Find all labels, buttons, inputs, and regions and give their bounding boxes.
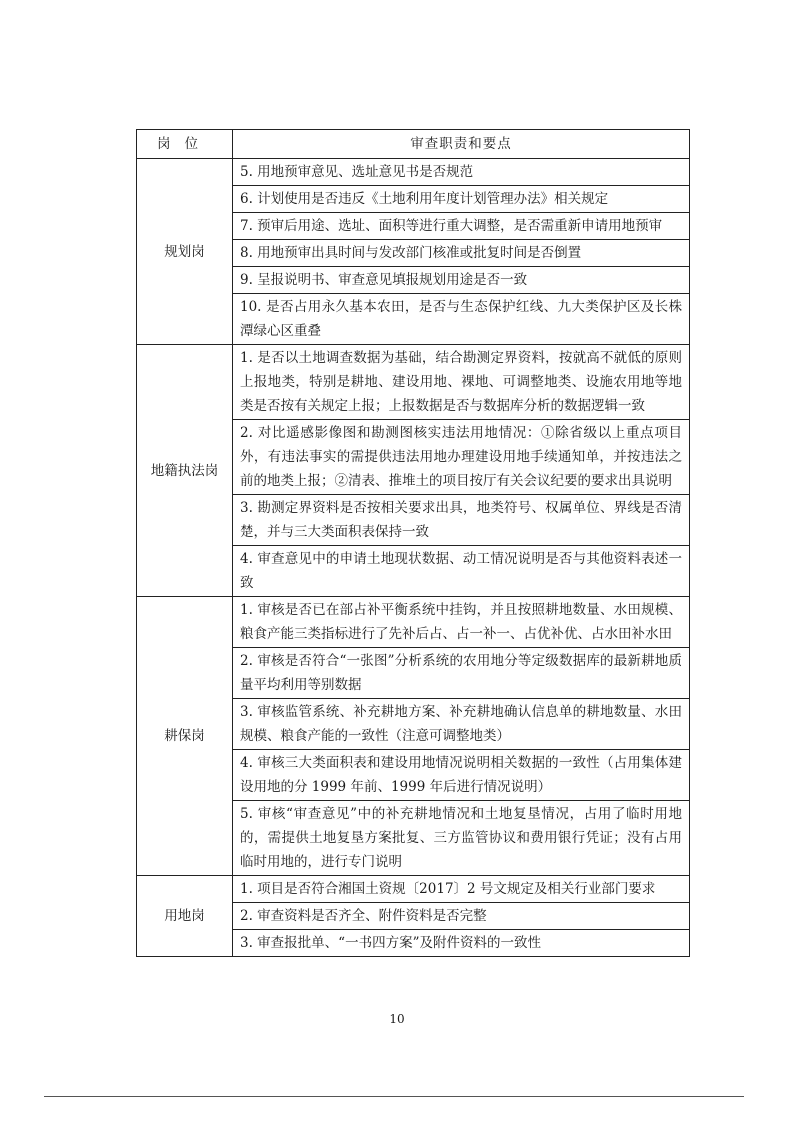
duty-item: 3. 勘测定界资料是否按相关要求出具，地类符号、权属单位、界线是否清楚，并与三大类面积表保持一致 [233,495,690,546]
page-number: 10 [389,1012,405,1026]
table-row [137,159,690,186]
position-cell: 用地岗 [137,876,233,957]
table-row [137,597,690,648]
duty-item: 2. 对比遥感影像图和勘测图核实违法用地情况：①除省级以上重点项目外，有违法事实的需提供违法用地办理建设用地手续通知单，并按违法之前的地类上报；②清表、推堆土的项目按厅有关会议纪要的要求出具说明 [233,420,690,495]
duty-item: 4. 审核三大类面积表和建设用地情况说明相关数据的一致性（占用集体建设用地的分 1999 年前、1999 年后进行情况说明） [233,750,690,801]
duty-item: 9. 呈报说明书、审查意见填报规划用途是否一致 [233,267,690,294]
duty-item: 6. 计划使用是否违反《土地利用年度计划管理办法》相关规定 [233,186,690,213]
header-duties: 审查职责和要点 [233,130,690,159]
duty-item: 8. 用地预审出具时间与发改部门核准或批复时间是否倒置 [233,240,690,267]
duty-item: 4. 审查意见中的申请土地现状数据、动工情况说明是否与其他资料表述一致 [233,546,690,597]
position-cell: 规划岗 [137,159,233,345]
duty-item: 2. 审核是否符合“一张图”分析系统的农用地分等定级数据库的最新耕地质量平均利用等别数据 [233,648,690,699]
duty-item: 2. 审查资料是否齐全、附件资料是否完整 [233,903,690,930]
table-header-row [137,130,690,159]
duty-item: 1. 是否以土地调查数据为基础，结合勘测定界资料，按就高不就低的原则上报地类，特别是耕地、建设用地、裸地、可调整地类、设施农用地等地类是否按有关规定上报；上报数据是否与数据库分析的数据逻辑一致 [233,345,690,420]
table-body [137,159,690,957]
duty-item: 3. 审查报批单、“一书四方案”及附件资料的一致性 [233,930,690,957]
review-duties-table [136,129,690,957]
duty-item: 1. 项目是否符合湘国土资规〔2017〕2 号文规定及相关行业部门要求 [233,876,690,903]
footer-rule [44,1096,744,1097]
table-row [137,345,690,420]
table-row [137,876,690,903]
duty-item: 5. 审核“审查意见”中的补充耕地情况和土地复垦情况，占用了临时用地的，需提供土地复垦方案批复、三方监管协议和费用银行凭证；没有占用临时用地的，进行专门说明 [233,801,690,876]
duty-item: 5. 用地预审意见、选址意见书是否规范 [233,159,690,186]
duty-item: 10. 是否占用永久基本农田，是否与生态保护红线、九大类保护区及长株潭绿心区重叠 [233,294,690,345]
duty-item: 1. 审核是否已在部占补平衡系统中挂钩，并且按照耕地数量、水田规模、粮食产能三类指标进行了先补后占、占一补一、占优补优、占水田补水田 [233,597,690,648]
duty-item: 7. 预审后用途、选址、面积等进行重大调整，是否需重新申请用地预审 [233,213,690,240]
position-cell: 耕保岗 [137,597,233,876]
position-cell: 地籍执法岗 [137,345,233,597]
duty-item: 3. 审核监管系统、补充耕地方案、补充耕地确认信息单的耕地数量、水田规模、粮食产能的一致性（注意可调整地类） [233,699,690,750]
header-position: 岗位 [137,130,233,159]
